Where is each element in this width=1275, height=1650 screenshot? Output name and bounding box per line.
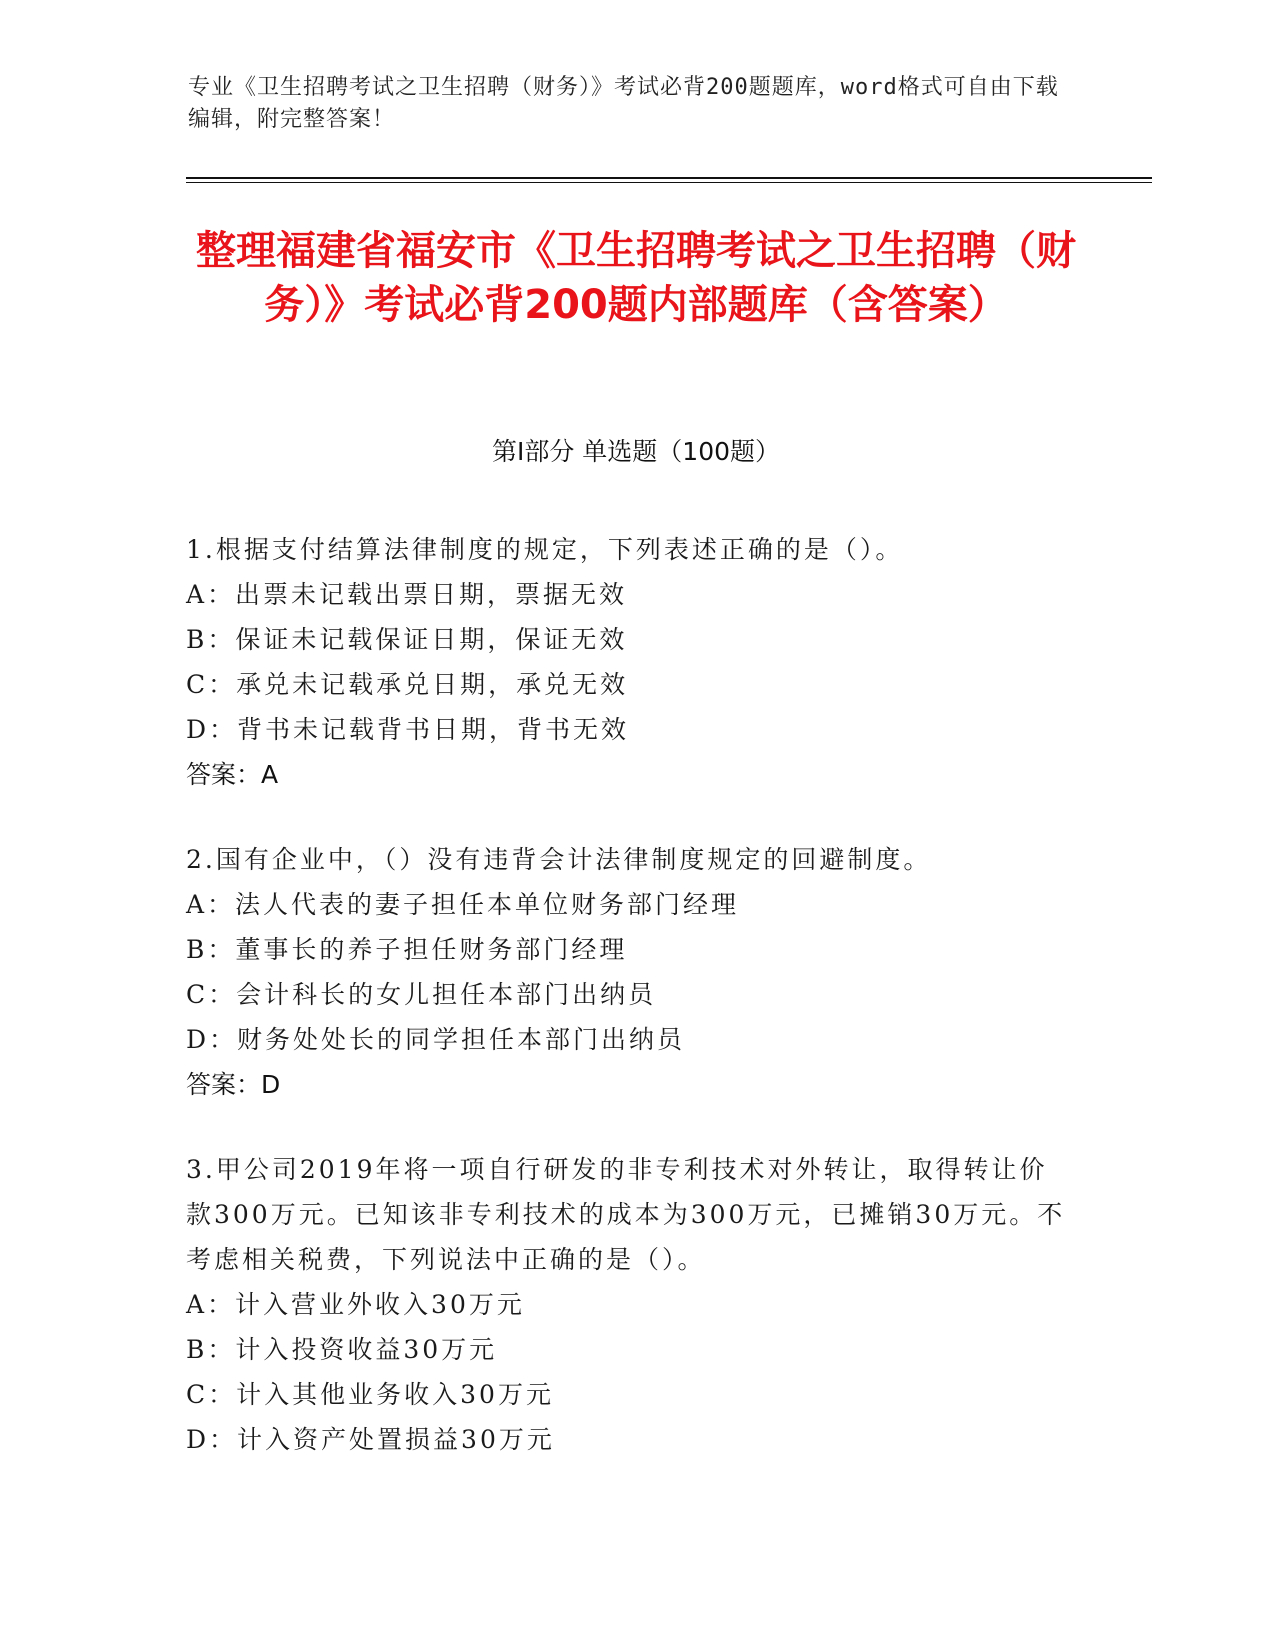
option-c: C：计入其他业务收入30万元 xyxy=(186,1380,554,1409)
question-stem: 2.国有企业中，（）没有违背会计法律制度规定的回避制度。 xyxy=(186,845,932,874)
option-b: B：董事长的养子担任财务部门经理 xyxy=(186,935,628,964)
header-rule-thin xyxy=(186,182,1152,183)
question-3 xyxy=(186,1147,1066,1462)
answer-line: 答案：D xyxy=(186,1070,281,1099)
question-2 xyxy=(186,837,1066,1107)
option-c: C：会计科长的女儿担任本部门出纳员 xyxy=(186,980,657,1009)
question-1 xyxy=(186,527,1066,797)
option-c: C：承兑未记载承兑日期，承兑无效 xyxy=(186,670,629,699)
header-rule-thick xyxy=(186,177,1152,179)
option-a: A：计入营业外收入30万元 xyxy=(186,1290,525,1319)
option-a: A：出票未记载出票日期，票据无效 xyxy=(186,580,628,609)
option-b: B：计入投资收益30万元 xyxy=(186,1335,498,1364)
question-stem: 3.甲公司2019年将一项自行研发的非专利技术对外转让，取得转让价款300万元。已知该非专利技术的成本为300万元，已摊销30万元。不考虑相关税费，下列说法中正确的是（）。 xyxy=(186,1155,1066,1274)
option-d: D：计入资产处置损益30万元 xyxy=(186,1425,555,1454)
option-b: B：保证未记载保证日期，保证无效 xyxy=(186,625,628,654)
question-stem: 1.根据支付结算法律制度的规定，下列表述正确的是（）。 xyxy=(186,535,904,564)
document-title: 整理福建省福安市《卫生招聘考试之卫生招聘（财务）》考试必背200题内部题库（含答案） xyxy=(196,228,1076,328)
question-list xyxy=(186,527,1066,1502)
header-note: 专业《卫生招聘考试之卫生招聘（财务）》考试必背200题题库，word格式可自由下载编辑，附完整答案！ xyxy=(188,75,1059,132)
answer-line: 答案：A xyxy=(186,760,279,789)
option-d: D：背书未记载背书日期，背书无效 xyxy=(186,715,630,744)
section-title: 第Ⅰ部分 单选题（100题） xyxy=(491,437,781,466)
option-a: A：法人代表的妻子担任本单位财务部门经理 xyxy=(186,890,740,919)
option-d: D：财务处处长的同学担任本部门出纳员 xyxy=(186,1025,686,1054)
